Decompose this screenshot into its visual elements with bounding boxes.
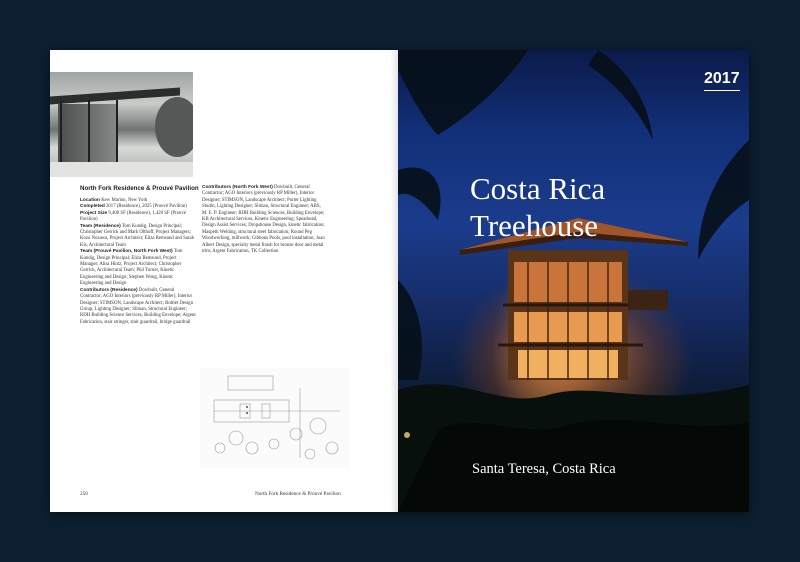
credits-column-b <box>202 185 327 255</box>
credits-column-a <box>80 198 196 326</box>
right-page <box>398 50 749 512</box>
credit-entry: Contributors (North Fork West) Dowbuilt, General Contractor; AGO Interiors (previously RP Miller), Interior Designer; STIMSON, Landscape Architect; Porter Lighting Studio, Lighting Designer; Sliman, Structural Engineer; ABS, M. E. P. Engineer; RDH Building Sciences, Building Envelope; KB Architectural Services, Kinetic Engineering; Spearhead, Design Assist Services; Dropshouse Design, kinetic fabrication; Maspeth Welding, structural steel fabrication; Round Peg Woodworking, millwork; Gibbons Pools, pool installation; Juan Albert Design, specialty metal finish for bronze door and metal trim; Argent Fabrication, TK Collection <box>202 185 325 255</box>
year-label: 2017 <box>704 70 740 87</box>
site-plan-drawing <box>200 368 350 468</box>
feature-title <box>470 170 730 244</box>
location-caption: Santa Teresa, Costa Rica <box>472 461 616 477</box>
year-underline <box>704 90 740 91</box>
credit-entry: Team (Residence) Tom Kundig, Design Principal; Christopher Gerrick and Mark Olthoff, Project Managers; Kozo Nozawa, Project Architect; Eliza Remsund and Sarah Kis, Architectural Team <box>80 223 195 248</box>
residence-photo <box>50 72 193 177</box>
treehouse-photo <box>398 50 749 512</box>
title-line-1: Costa Rica <box>470 171 606 206</box>
credit-entry: Completed 2017 (Residence), 2025 (Prouvé Pavilion) <box>80 204 187 210</box>
gutter-shadow <box>390 50 398 512</box>
project-title: North Fork Residence & Prouvé Pavilion <box>80 185 199 192</box>
magazine-spread <box>50 50 749 512</box>
credit-entry: Project Size 9,400 SF (Residence), 1,420 SF (Prouvé Pavilion) <box>80 210 186 223</box>
title-line-2: Treehouse <box>470 208 599 243</box>
left-page <box>50 50 398 512</box>
credit-entry: Contributors (Residence) Dowbuilt, General Contractor; AGO Interiors (previously RP Miller), Interior Designer; STIMSON, Landscape Architect; Rottlet Design Group, Lighting Designer; Sliman, Structural Engineer; RDH Building Science Services, Building Envelope; Argent Fabrication, stair stringer, stair guardrail, bridge guardrail <box>80 287 196 325</box>
page-number: 250 <box>80 491 88 497</box>
credit-entry: Team (Prouvé Pavilion, North Fork West) Tom Kundig, Design Principal; Eliza Remsund, Project Manager; Alisa Hintz, Project Architect; Christopher Gerrick, Architectural Team; Phil Turner, Kinetic Engineering and Design; Stephen Wong, Kinetic Engineering and Design <box>80 249 183 287</box>
credit-entry: Location Kew Marion, New York <box>80 198 148 203</box>
running-title: North Fork Residence & Prouvé Pavilion <box>255 491 341 497</box>
